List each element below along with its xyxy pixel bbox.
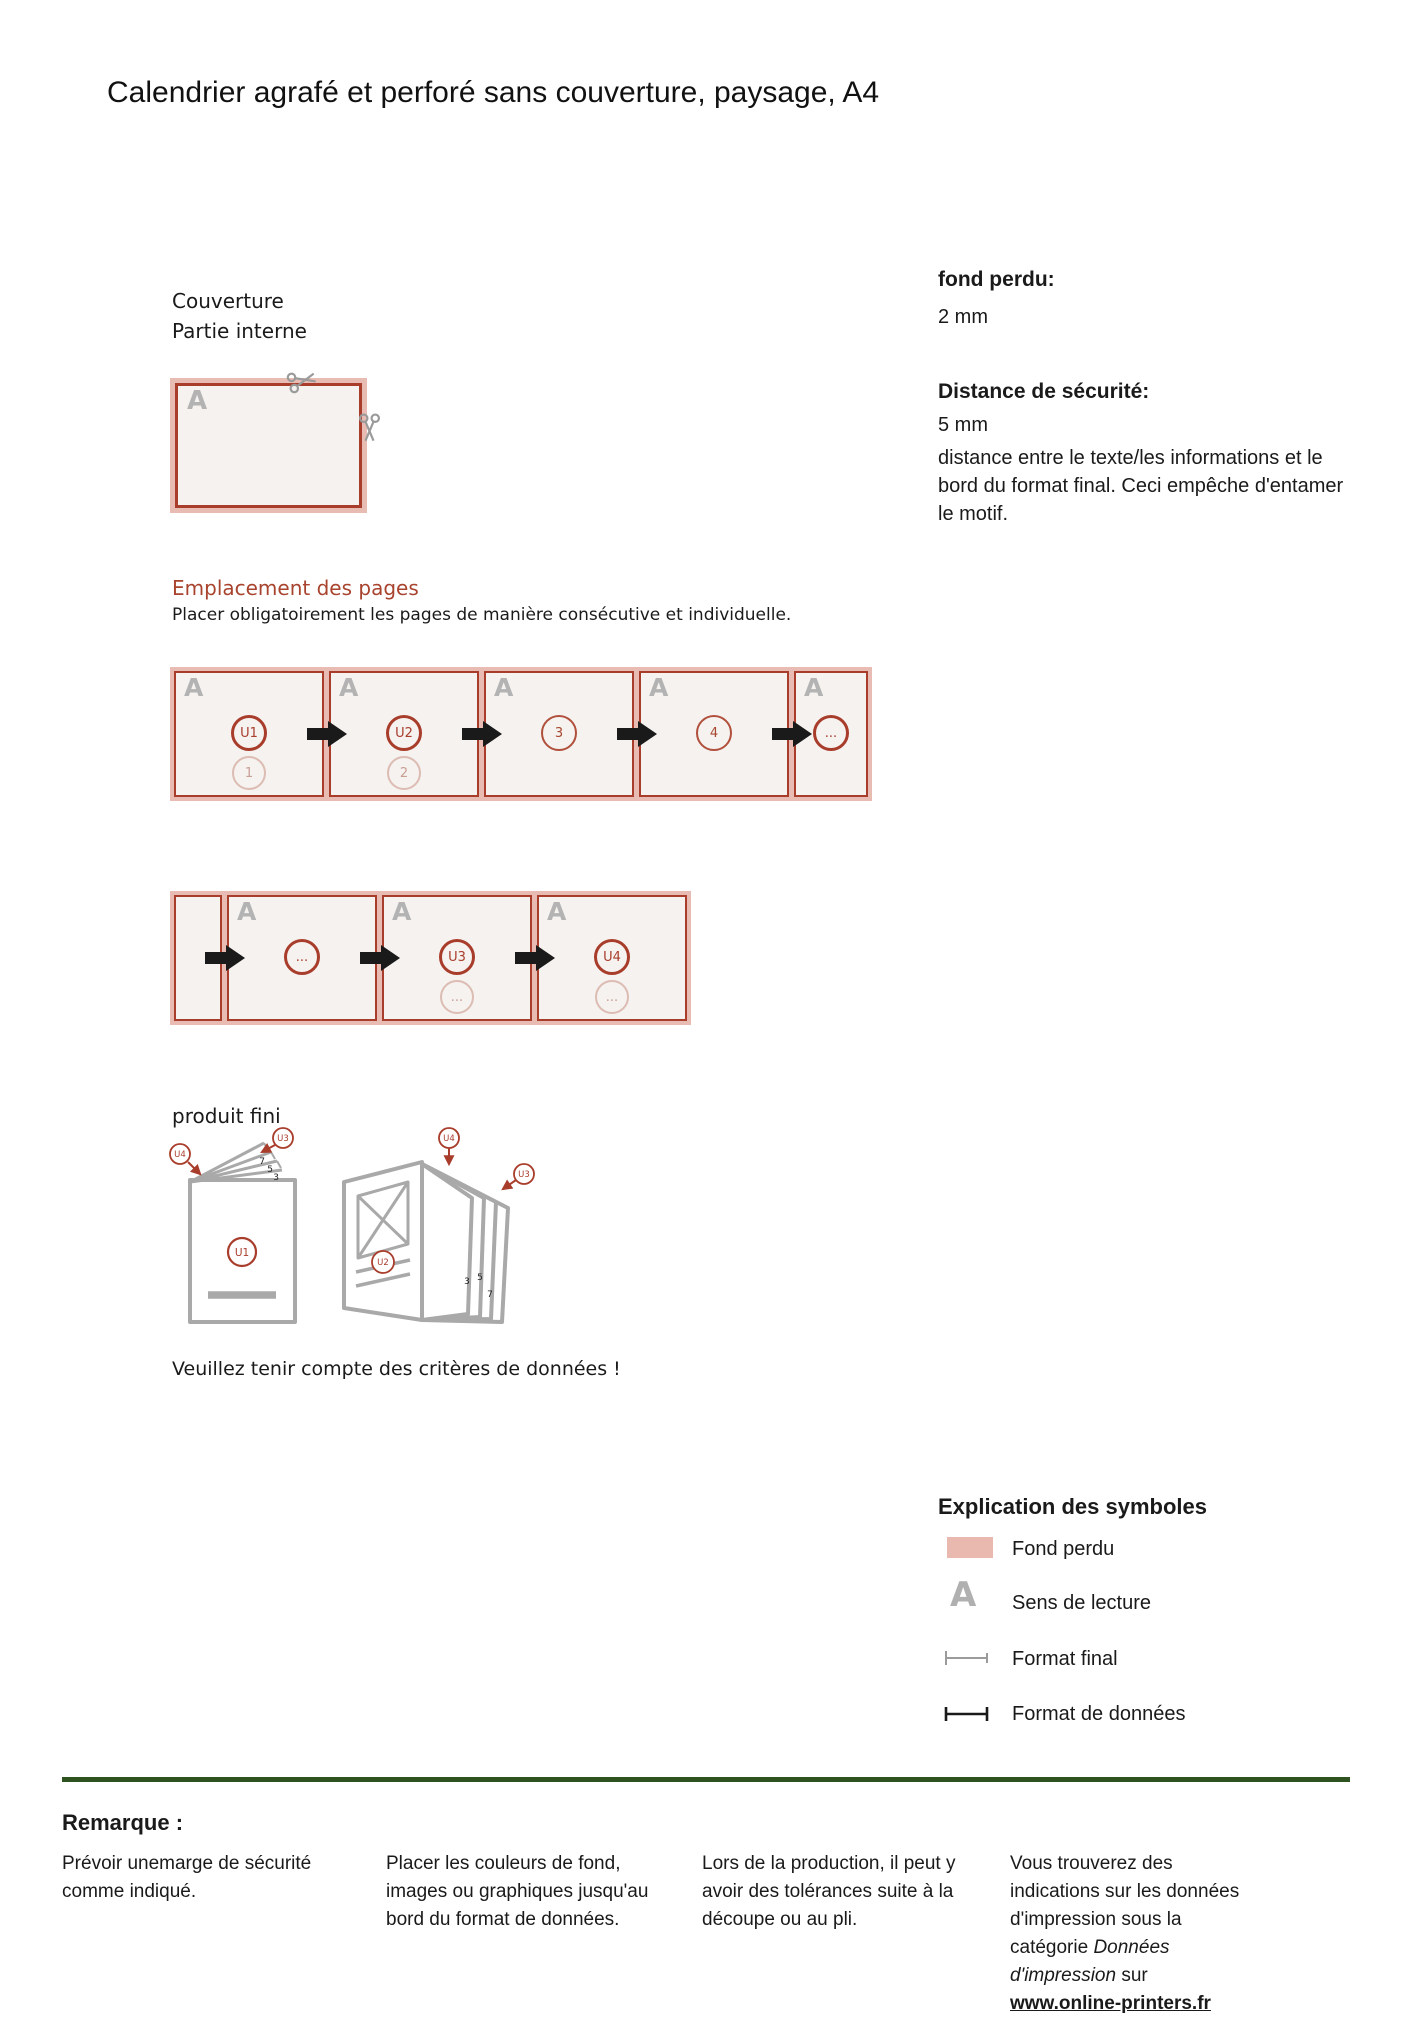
open-calendar-figure bbox=[344, 1162, 508, 1322]
page-ellipsis bbox=[227, 895, 377, 1021]
data-format-icon bbox=[944, 1706, 990, 1727]
legend-heading: Explication des symboles bbox=[938, 1494, 1207, 1519]
bleed-spec-value: 2 mm bbox=[938, 306, 988, 328]
cover-label-couverture: Couverture bbox=[172, 289, 284, 313]
svg-text:7: 7 bbox=[259, 1157, 265, 1167]
svg-text:5: 5 bbox=[477, 1273, 483, 1283]
safety-spec-description: distance entre le texte/les informations et le bord du format final. Ceci empêche d'entamer le motif. bbox=[938, 447, 1344, 525]
reading-direction-letter: A bbox=[339, 673, 359, 702]
svg-text:U3: U3 bbox=[518, 1170, 530, 1180]
page-u3 bbox=[382, 895, 532, 1021]
svg-text:U4: U4 bbox=[443, 1134, 455, 1144]
scissors-icon bbox=[353, 413, 381, 443]
placement-caption: Placer obligatoirement les pages de manière consécutive et individuelle. bbox=[172, 605, 792, 625]
page-number-badge-faint: ... bbox=[595, 980, 629, 1014]
svg-text:7: 7 bbox=[487, 1290, 493, 1300]
page-number-badge: U4 bbox=[594, 939, 630, 975]
legend-label-format-de-donnees: Format de données bbox=[1012, 1703, 1186, 1725]
remark-note-4-text: sur bbox=[1116, 1965, 1148, 1986]
safety-spec-value: 5 mm bbox=[938, 414, 988, 436]
page-u4 bbox=[537, 895, 687, 1021]
reading-direction-letter: A bbox=[547, 897, 567, 926]
page-number-badge: 3 bbox=[541, 715, 577, 751]
svg-text:U4: U4 bbox=[174, 1150, 186, 1160]
finished-product-label: produit fini bbox=[172, 1104, 281, 1128]
bleed-swatch-icon bbox=[947, 1537, 993, 1558]
data-criteria-note: Veuillez tenir compte des critères de données ! bbox=[172, 1358, 621, 1380]
svg-text:3: 3 bbox=[464, 1277, 470, 1287]
legend-label-sens-de-lecture: Sens de lecture bbox=[1012, 1592, 1151, 1614]
reading-direction-letter: A bbox=[184, 673, 204, 702]
cover-bleed-diagram bbox=[170, 378, 367, 513]
trim-area bbox=[175, 383, 362, 508]
bleed-spec-label: fond perdu: bbox=[938, 268, 1055, 291]
reading-direction-letter: A bbox=[237, 897, 257, 926]
page-sequence-row-1 bbox=[170, 667, 872, 801]
page-number-badge-faint: 2 bbox=[387, 756, 421, 790]
reading-direction-letter: A bbox=[649, 673, 669, 702]
reading-direction-letter: A bbox=[392, 897, 412, 926]
online-printers-link[interactable]: www.online-printers.fr bbox=[1010, 1993, 1211, 2014]
page-4 bbox=[639, 671, 789, 797]
finished-product-figures bbox=[150, 1118, 590, 1343]
svg-text:3: 3 bbox=[273, 1173, 279, 1183]
cover-labels bbox=[172, 286, 307, 346]
safety-spec-label: Distance de sécurité: bbox=[938, 380, 1150, 403]
page-number-badge: U2 bbox=[386, 715, 422, 751]
page-number-badge-faint: 1 bbox=[232, 756, 266, 790]
page-number-badge: ... bbox=[813, 715, 849, 751]
next-page-arrow-icon bbox=[515, 945, 555, 971]
svg-text:U3: U3 bbox=[277, 1134, 289, 1144]
page-number-badge: ... bbox=[284, 939, 320, 975]
placement-heading: Emplacement des pages bbox=[172, 576, 419, 600]
next-page-arrow-icon bbox=[462, 721, 502, 747]
trim-format-icon bbox=[944, 1650, 990, 1671]
section-divider bbox=[62, 1777, 1350, 1782]
next-page-arrow-icon bbox=[360, 945, 400, 971]
next-page-arrow-icon bbox=[772, 721, 812, 747]
reading-direction-letter: A bbox=[187, 386, 208, 416]
remark-heading: Remarque : bbox=[62, 1810, 184, 1835]
remark-note-1: Prévoir unemarge de sécurité comme indiqué. bbox=[62, 1853, 312, 1902]
svg-text:5: 5 bbox=[267, 1165, 273, 1175]
page-title: Calendrier agrafé et perforé sans couverture, paysage, A4 bbox=[107, 76, 880, 109]
remark-note-4-category: Données d'impression bbox=[1010, 1937, 1170, 1986]
remark-note-2: Placer les couleurs de fond, images ou graphiques jusqu'au bord du format de données. bbox=[386, 1853, 649, 1930]
legend-label-format-final: Format final bbox=[1012, 1648, 1118, 1670]
remark-note-4-text: Vous trouverez des indications sur les données d'impression sous la catégorie bbox=[1010, 1853, 1240, 1958]
svg-text:U1: U1 bbox=[234, 1247, 250, 1259]
next-page-arrow-icon bbox=[307, 721, 347, 747]
page-u1 bbox=[174, 671, 324, 797]
page-number-badge: U1 bbox=[231, 715, 267, 751]
page-number-badge: U3 bbox=[439, 939, 475, 975]
reading-direction-letter: A bbox=[804, 673, 824, 702]
remark-note-3: Lors de la production, il peut y avoir des tolérances suite à la découpe ou au pli. bbox=[702, 1853, 956, 1930]
reading-direction-letter: A bbox=[494, 673, 514, 702]
remark-note-4 bbox=[1010, 1850, 1264, 2018]
page-u2 bbox=[329, 671, 479, 797]
legend-label-fond-perdu: Fond perdu bbox=[1012, 1538, 1115, 1560]
reading-direction-icon: A bbox=[950, 1575, 977, 1615]
closed-calendar-figure bbox=[190, 1143, 295, 1322]
next-page-arrow-icon bbox=[617, 721, 657, 747]
svg-text:U2: U2 bbox=[377, 1258, 389, 1268]
page-sequence-row-2 bbox=[170, 891, 691, 1025]
cover-label-partie-interne: Partie interne bbox=[172, 319, 307, 343]
page-number-badge-faint: ... bbox=[440, 980, 474, 1014]
next-page-arrow-icon bbox=[205, 945, 245, 971]
page-number-badge: 4 bbox=[696, 715, 732, 751]
page-3 bbox=[484, 671, 634, 797]
